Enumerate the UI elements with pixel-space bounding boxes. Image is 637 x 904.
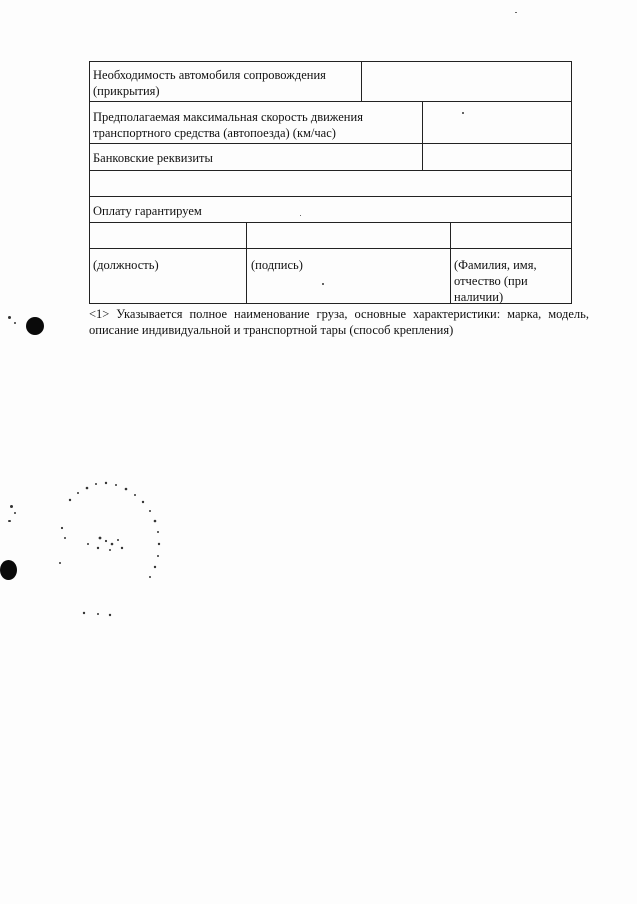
- footnote: <1> Указывается полное наименование груза, основные характеристики: марка, модель, описание индивидуальной и транспортной тары (способ крепления): [89, 307, 589, 337]
- row-escort-vehicle-label: Необходимость автомобиля сопровождения (прикрытия): [93, 68, 326, 98]
- row-empty-value[interactable]: [90, 171, 571, 196]
- scan-speck: [10, 505, 13, 508]
- row-max-speed-value[interactable]: [423, 102, 571, 143]
- signature-caption: (подпись): [251, 258, 303, 272]
- signature-field[interactable]: [247, 223, 450, 248]
- binder-hole-top: [26, 317, 44, 335]
- scan-speck: [300, 215, 301, 216]
- scan-speck: [322, 283, 324, 285]
- position-field[interactable]: [90, 223, 246, 248]
- scan-speck: [462, 112, 464, 114]
- row-bank-details-value[interactable]: [423, 144, 571, 170]
- scan-speck: [8, 316, 11, 319]
- row-bank-details-label: Банковские реквизиты: [93, 151, 213, 165]
- full-name-field[interactable]: [451, 223, 571, 248]
- scan-speck: [14, 322, 16, 324]
- scan-speck: [14, 512, 16, 514]
- scan-speck: [8, 520, 11, 522]
- stamp-remnant: [40, 478, 170, 618]
- row-payment-guarantee-label: Оплату гарантируем: [93, 204, 202, 218]
- row-escort-vehicle-value[interactable]: [362, 62, 571, 101]
- position-caption: (должность): [93, 258, 159, 272]
- full-name-caption: (Фамилия, имя, отчество (при наличии): [454, 258, 537, 304]
- row-max-speed-label: Предполагаемая максимальная скорость движения транспортного средства (автопоезда) (км/час): [93, 110, 363, 140]
- binder-hole-bottom: [0, 560, 17, 580]
- scan-speck: [515, 12, 517, 13]
